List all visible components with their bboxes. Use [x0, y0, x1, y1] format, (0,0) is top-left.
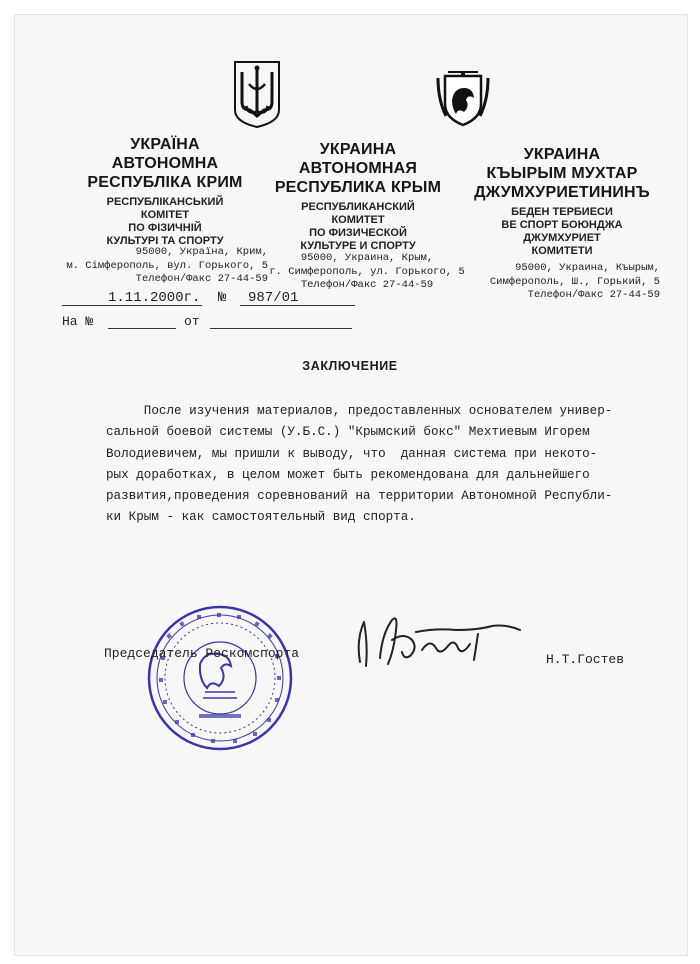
letterhead-right-committee	[462, 206, 662, 258]
letterhead-center	[258, 140, 458, 253]
reply-number-label: На №	[62, 314, 94, 329]
letterhead-center-title	[258, 140, 458, 197]
reply-number-line	[108, 328, 176, 329]
center-address-line: Телефон/Факс 27-44-59	[300, 279, 434, 291]
letterhead-right-address	[470, 262, 660, 303]
document-number: 987/01	[248, 290, 299, 306]
center-committee-line: ПО ФИЗИЧЕСКОЙ	[309, 227, 407, 239]
right-committee-line: КОМИТЕТИ	[531, 245, 593, 257]
right-address-line: Телефон/Факс 27-44-59	[527, 289, 660, 301]
body-line: развития,проведения соревнований на территории Автономной Республи-	[106, 489, 613, 504]
reply-from-label: от	[184, 314, 200, 329]
document-title: ЗАКЛЮЧЕНИЕ	[302, 359, 398, 373]
center-committee-line: КУЛЬТУРЕ И СПОРТУ	[300, 240, 416, 252]
center-title-line: РЕСПУБЛИКА КРЫМ	[274, 179, 442, 196]
reply-from-line	[210, 328, 352, 329]
body-line: Володиевичем, мы пришли к выводу, что данная система при некото-	[106, 446, 598, 461]
center-title-line: УКРАИНА	[319, 141, 397, 158]
letterhead-left-title	[70, 135, 260, 192]
document-body	[106, 401, 686, 529]
letterhead-right	[462, 145, 662, 258]
left-committee-line: КУЛЬТУРІ ТА СПОРТУ	[106, 235, 224, 247]
number-label: №	[218, 290, 227, 306]
left-committee-line: ПО ФІЗИЧНІЙ	[128, 222, 202, 234]
letterhead-left-address	[58, 246, 268, 287]
left-address-line: м. Сімферополь, вул. Горького, 5	[66, 259, 268, 272]
left-committee-line: КОМІТЕТ	[140, 209, 190, 221]
body-line: После изучения материалов, предоставленных основателем универ-	[106, 404, 613, 418]
signatory-name: Н.Т.Гостев	[546, 652, 625, 667]
right-title-line: ДЖУМХУРИЕТИНИНЪ	[474, 184, 650, 201]
document-date: 1.11.2000г.	[108, 290, 201, 306]
handwritten-signature	[352, 610, 527, 672]
center-address-line: 95000, Украина, Крым,	[300, 252, 434, 264]
right-address-line: Симферополь, Ш., Горький, 5	[489, 275, 660, 288]
body-line: сальной боевой системы (У.Б.С.) "Крымский бокс" Мехтиевым Игорем	[106, 425, 590, 440]
signatory-position: Председатель Рескомспорта	[104, 646, 300, 661]
left-committee-line: РЕСПУБЛІКАНСЬКИЙ	[106, 196, 224, 208]
letterhead-left-committee	[70, 196, 260, 248]
right-committee-line: ВЕ СПОРТ БОЮНДЖА	[501, 219, 623, 231]
right-title-line: УКРАИНА	[523, 146, 601, 163]
center-address-line: г. Симферополь, ул. Горького, 5	[269, 265, 465, 278]
right-committee-line: БЕДЕН ТЕРБИЕСИ	[511, 206, 613, 218]
body-line: рых доработках, в целом может быть рекомендована для дальнейшего	[106, 467, 590, 482]
crimea-griffin-emblem-icon	[436, 70, 490, 128]
left-title-line: АВТОНОМНА	[111, 155, 219, 172]
body-line: ки Крым - как самостоятельный вид спорта.	[106, 510, 416, 525]
letterhead-center-address	[262, 252, 472, 293]
left-title-line: РЕСПУБЛІКА КРИМ	[87, 174, 243, 191]
center-committee-line: КОМИТЕТ	[331, 214, 385, 226]
left-title-line: УКРАЇНА	[130, 136, 200, 153]
number-underline	[240, 305, 355, 306]
ukraine-trident-emblem-icon	[232, 60, 282, 128]
letterhead-right-title	[462, 145, 662, 202]
right-committee-line: ДЖУМХУРИЕТ	[523, 232, 601, 244]
center-committee-line: РЕСПУБЛИКАНСКИЙ	[301, 201, 415, 213]
center-title-line: АВТОНОМНАЯ	[298, 160, 418, 177]
letterhead-center-committee	[258, 201, 458, 253]
right-title-line: КЪЫРЫМ МУХТАР	[486, 165, 638, 182]
date-underline	[62, 305, 202, 306]
right-address-line: 95000, Украина, Къырым,	[515, 262, 660, 274]
left-address-line: Телефон/Факс 27-44-59	[135, 273, 268, 285]
letterhead-left	[70, 135, 260, 248]
left-address-line: 95000, Україна, Крим,	[135, 246, 268, 258]
official-seal-stamp	[145, 604, 295, 752]
